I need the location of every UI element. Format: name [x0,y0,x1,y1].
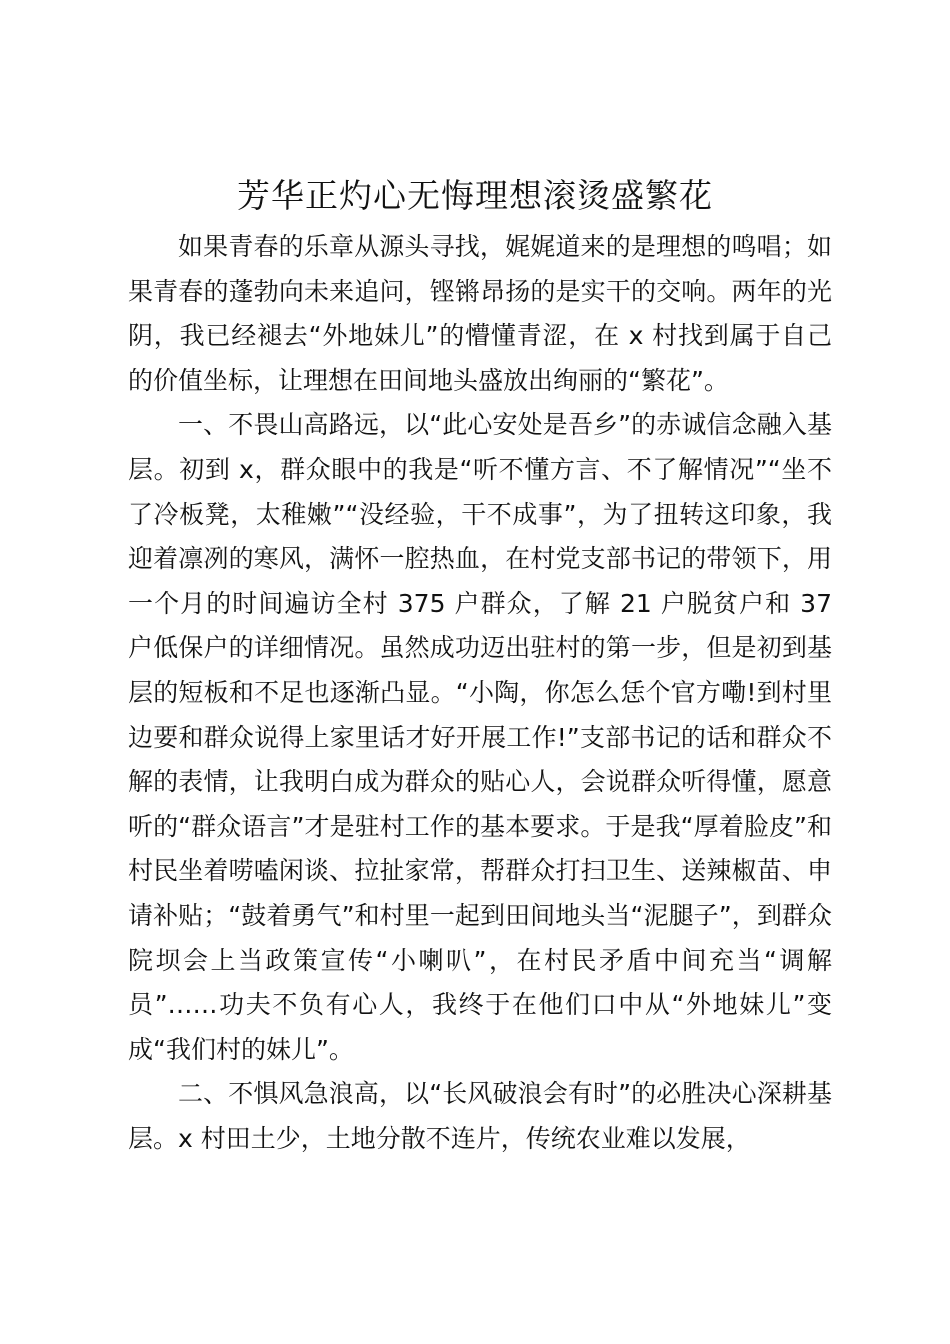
document-title: 芳华正灼心无悔理想滚烫盛繁花 [237,176,713,215]
paragraph-section-two: 二、不惧风急浪高，以“长风破浪会有时”的必胜决心深耕基层。x 村田土少，土地分散不连片，传统农业难以发展， [128,1079,832,1153]
paragraph-section-one: 一、不畏山高路远，以“此心安处是吾乡”的赤诚信念融入基层。初到 x，群众眼中的我是“听不懂方言、不了解情况”“坐不了冷板凳，太稚嫩”“没经验，干不成事”，为了扭转这印象，我迎着凛冽的寒风，满怀一腔热血，在村党支部书记的带领下，用一个月的时间遍访全村 375 户群众，了解 21 户脱贫户和 37 户低保户的详细情况。虽然成功迈出驻村的第一步，但是初到基层的短板和不足也逐渐凸显。“小陶，你怎么恁个官方嘞!到村里边要和群众说得上家里话才好开展工作!”支部书记的话和群众不解的表情，让我明白成为群众的贴心人，会说群众听得懂，愿意听的“群众语言”才是驻村工作的基本要求。于是我“厚着脸皮”和村民坐着唠嗑闲谈、拉扯家常，帮群众打扫卫生、送辣椒苗、申请补贴；“鼓着勇气”和村里一起到田间地头当“泥腿子”，到群众院坝会上当政策宣传“小喇叭”，在村民矛盾中间充当“调解员”……功夫不负有心人，我终于在他们口中从“外地妹儿”变成“我们村的妹儿”。 [128,410,832,1064]
paragraph-intro: 如果青春的乐章从源头寻找，娓娓道来的是理想的鸣唱；如果青春的蓬勃向未来追问，铿锵昂扬的是实干的交响。两年的光阴，我已经褪去“外地妹儿”的懵懂青涩，在 x 村找到属于自己的价值坐标，让理想在田间地头盛放出绚丽的“繁花”。 [128,232,832,395]
document-body [128,225,832,1161]
